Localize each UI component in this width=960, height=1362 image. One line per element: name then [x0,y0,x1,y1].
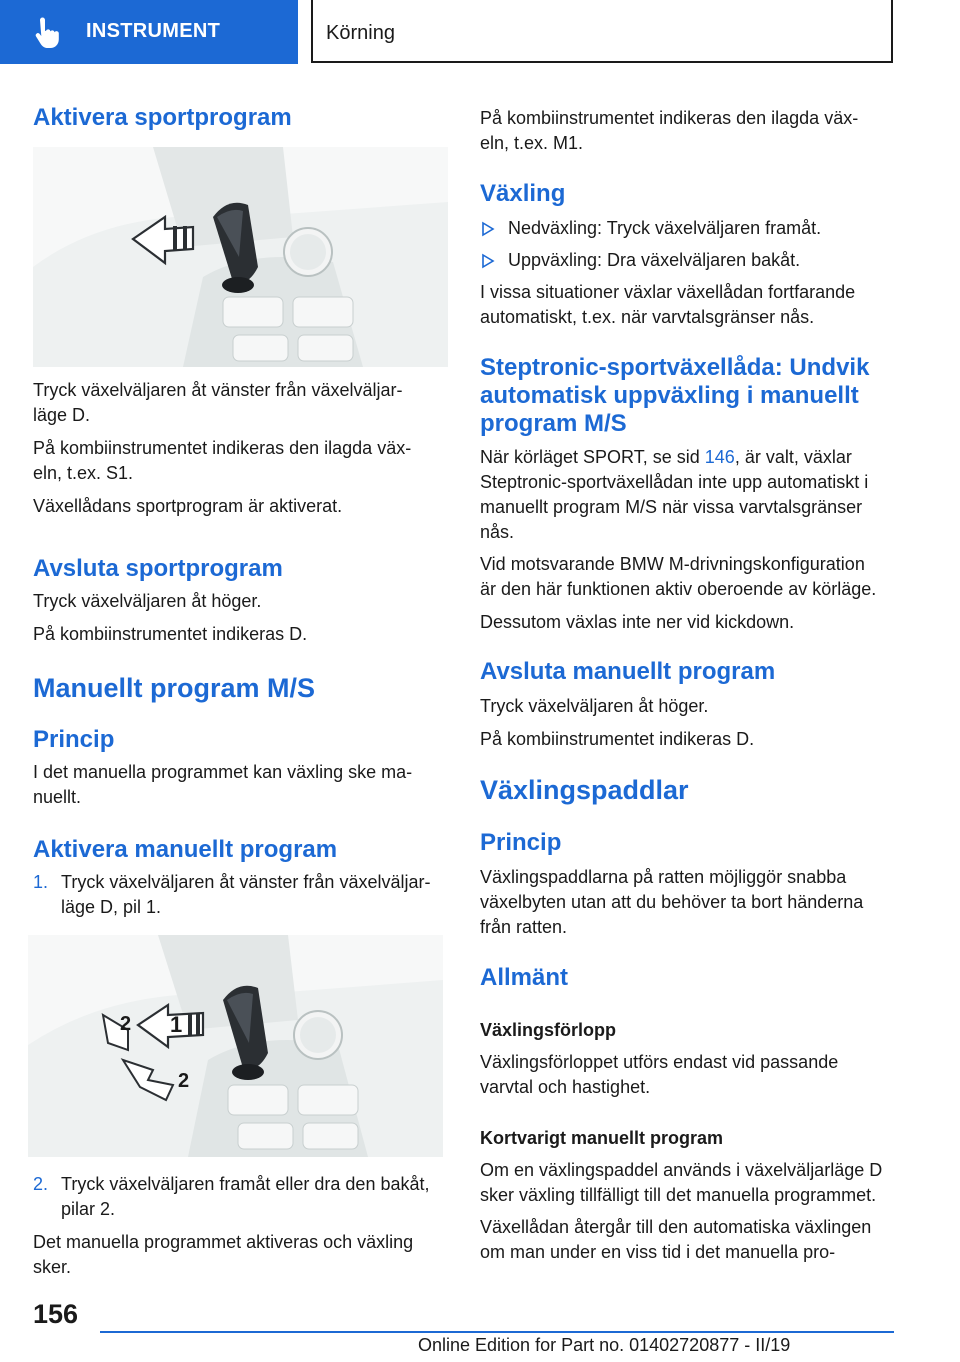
heading-principle: Princip [480,829,562,856]
list-item-text: läge D, pil 1. [61,897,162,917]
paragraph-text: läge D. [33,405,91,425]
paragraph-text: Växlingspaddlarna på ratten möjliggör snabba [480,867,847,887]
paragraph-text: eln, t.ex. M1. [480,133,584,153]
subheading-sequence: Växlingsförlopp [480,1020,617,1040]
paragraph-text: varvtal och hastighet. [480,1077,651,1097]
list-item [480,216,900,241]
list-item [480,248,900,273]
heading-activate-manual: Aktivera manuellt program [33,836,338,863]
heading-paddles: Växlingspaddlar [480,775,689,805]
list-item [33,1172,448,1222]
paragraph-text: Tryck växelväljaren åt höger. [33,591,262,611]
paragraph-text: På kombiinstrumentet indikeras D. [480,729,755,749]
heading-general: Allmänt [480,964,569,991]
paragraph-text: Växellådans sportprogram är aktiverat. [33,496,343,516]
paragraph-text: Tryck växelväljaren åt höger. [480,696,709,716]
text-run: När körläget SPORT, se sid [480,447,705,467]
section-tab[interactable] [311,0,893,63]
page-number: 156 [33,1299,79,1329]
list-item [33,870,448,920]
triangle-bullet-icon [480,221,496,237]
heading-principle: Princip [33,726,115,753]
paragraph-text: sker växling tillfälligt till det manuella programmet. [480,1185,877,1205]
paragraph-text: Vid motsvarande BMW M-drivningskonfiguration [480,554,865,574]
heading-activate-sport: Aktivera sportprogram [33,104,292,131]
page-reference-link[interactable]: 146 [704,447,735,467]
paragraph-text: eln, t.ex. S1. [33,463,134,483]
paragraph-text [480,445,900,470]
paragraph-text: Växellådan återgår till den automatiska växlingen [480,1217,872,1237]
heading-end-manual: Avsluta manuellt program [480,658,776,685]
heading-shifting: Växling [480,180,566,207]
paragraph-text: Steptronic-sportväxellådan inte upp automatiskt i [480,472,869,492]
section-tab-label: Körning [326,22,395,44]
hand-pointer-icon [30,17,62,49]
gear-selector-photo-manual [28,935,443,1157]
paragraph-text: från ratten. [480,917,568,937]
paragraph-text: På kombiinstrumentet indikeras den ilagda väx- [33,438,412,458]
paragraph-text: På kombiinstrumentet indikeras den ilagda väx- [480,108,859,128]
paragraph-text: I vissa situationer växlar växellådan fortfarande [480,282,856,302]
subheading-short-manual: Kortvarigt manuellt program [480,1128,724,1148]
chapter-tab-label: INSTRUMENT [86,20,221,42]
heading-steptronic: automatisk uppväxling i manuellt [480,382,859,409]
paragraph-text: Det manuella programmet aktiveras och växling [33,1232,414,1252]
heading-manual-program: Manuellt program M/S [33,673,316,703]
list-item-text: Tryck växelväljaren åt vänster från växelväljar- [61,872,431,892]
paragraph-text: växelbyten utan att du behöver ta bort händerna [480,892,864,912]
list-item-text: Nedväxling: Tryck växelväljaren framåt. [508,218,822,238]
heading-end-sport: Avsluta sportprogram [33,555,283,582]
paragraph-text: om man under en viss tid i det manuella pro- [480,1242,836,1262]
paragraph-text: nås. [480,522,515,542]
step-number: 1. [33,872,49,892]
arrow-label-2: 2 [120,1013,132,1035]
arrow-label-2: 2 [178,1070,190,1092]
paragraph-text: Dessutom växlas inte ner vid kickdown. [480,612,795,632]
paragraph-text: Tryck växelväljaren åt vänster från växelväljar- [33,380,403,400]
paragraph-text: automatiskt, t.ex. när varvtalsgränser nås. [480,307,815,327]
footer-divider [100,1331,894,1333]
text-run: , är valt, växlar [734,447,852,467]
gear-selector-photo-sport [33,147,448,367]
step-number: 2. [33,1174,49,1194]
triangle-bullet-icon [480,253,496,269]
paragraph-text: nuellt. [33,787,82,807]
paragraph-text: Om en växlingspaddel används i växelväljarläge D [480,1160,883,1180]
list-item-text: Tryck växelväljaren framåt eller dra den bakåt, [61,1174,430,1194]
paragraph-text: manuellt program M/S när vissa varvtalsgränser [480,497,863,517]
paragraph-text: Växlingsförloppet utförs endast vid passande [480,1052,839,1072]
paragraph-text: är den här funktionen aktiv oberoende av körläge. [480,579,877,599]
chapter-tab[interactable] [0,0,298,64]
heading-steptronic: Steptronic-sportväxellåda: Undvik [480,354,870,381]
page-header [0,0,960,66]
arrow-label-1: 1 [170,1012,183,1037]
list-item-text: Uppväxling: Dra växelväljaren bakåt. [508,250,801,270]
paragraph-text: sker. [33,1257,72,1277]
footer-edition: Online Edition for Part no. 01402720877 - II/19 [418,1335,791,1355]
paragraph-text: I det manuella programmet kan växling ske ma- [33,762,413,782]
list-item-text: pilar 2. [61,1199,116,1219]
paragraph-text: På kombiinstrumentet indikeras D. [33,624,308,644]
heading-steptronic: program M/S [480,410,627,437]
